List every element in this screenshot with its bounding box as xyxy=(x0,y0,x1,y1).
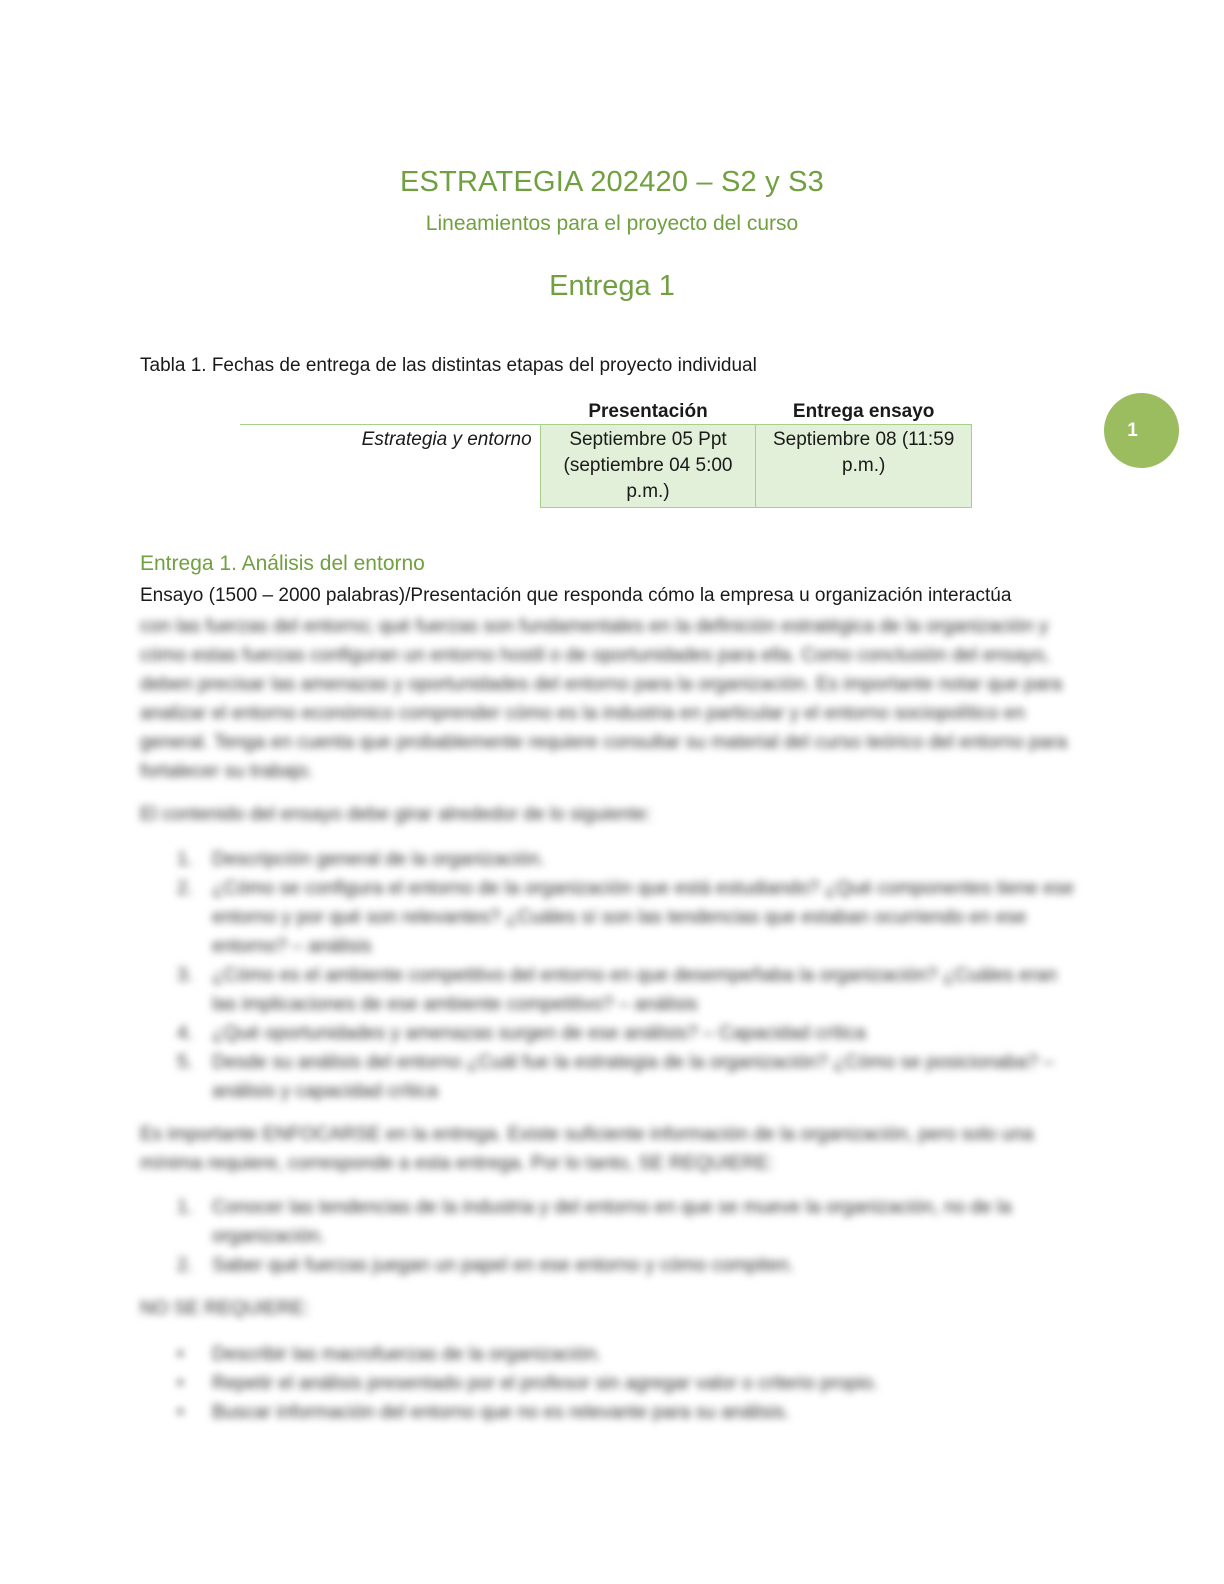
section-heading: Entrega 1. Análisis del entorno xyxy=(140,552,425,575)
row-header-strategy: Estrategia y entorno xyxy=(240,425,540,508)
document-title: ESTRATEGIA 202420 – S2 y S3 xyxy=(400,166,824,198)
list-item: 2. Saber qué fuerzas juegan un papel en ese entorno y cómo compiten. xyxy=(177,1255,794,1276)
list-item: 1. Conocer las tendencias de la industria y del entorno en que se mueve la organización, no de la organización. xyxy=(177,1197,1012,1247)
list-item: 3. ¿Cómo es el ambiente competitivo del entorno en que desempeñaba la organización? ¿Cuáles eran las implicaciones de ese ambiente competitivo? – análisis xyxy=(177,965,1057,1015)
content-requirements-list xyxy=(140,845,1075,1106)
table-caption: Tabla 1. Fechas de entrega de las distintas etapas del proyecto individual xyxy=(140,355,757,376)
document-subtitle: Lineamientos para el proyecto del curso xyxy=(425,212,799,235)
delivery-dates-table xyxy=(240,398,972,508)
section-intro-line: Ensayo (1500 – 2000 palabras)/Presentación que responda cómo la empresa u organización interactúa xyxy=(140,585,1012,606)
cell-presentation-date: Septiembre 05 Ppt (septiembre 04 5:00 p.m.) xyxy=(540,425,756,508)
column-header-presentation: Presentación xyxy=(588,401,708,422)
table-row xyxy=(240,425,972,508)
paragraph-not-required: NO SE REQUIERE: xyxy=(140,1298,309,1319)
list-item: 1. Descripción general de la organización. xyxy=(177,849,545,870)
list-item: • Repetir el análisis presentado por el profesor sin agregar valor o criterio propio. xyxy=(177,1373,879,1394)
paragraph-focus: Es importante ENFOCARSE en la entrega. Existe suficiente información de la organización, pero solo una mínima requiere, corresponde a esta entrega. Por lo tanto, SE REQUIERE: xyxy=(140,1124,1034,1174)
list-item: 4. ¿Qué oportunidades y amenazas surgen de ese análisis? – Capacidad crítica xyxy=(177,1023,866,1044)
delivery-heading: Entrega 1 xyxy=(549,270,675,302)
paragraph-content-intro: El contenido del ensayo debe girar alrededor de lo siguiente: xyxy=(140,804,652,825)
paragraph-context: con las fuerzas del entorno; qué fuerzas son fundamentales en la definición estratégica de la organización y cómo estas fuerzas configuran un entorno hostil o de oportunidades para ella. Como conclusión del ensayo, deben precisar las amenazas y oportunidades del entorno para la organización. Es importante notar que para analizar el entorno económico comprender cómo es la industria en particular y el entorno sociopolítico en general. Tenga en cuenta que probablemente requiere consultar su material del curso teórico del entorno para fortalecer su trabajo. xyxy=(140,616,1068,782)
cell-essay-date: Septiembre 08 (11:59 p.m.) xyxy=(756,425,972,508)
page-number-badge: 1 xyxy=(1104,393,1179,468)
table-corner xyxy=(240,398,540,425)
list-item: • Describir las macrofuerzas de la organización. xyxy=(177,1344,602,1365)
list-item: • Buscar información del entorno que no es relevante para su análisis. xyxy=(177,1402,790,1423)
column-header-essay: Entrega ensayo xyxy=(792,401,935,422)
list-item: 5. Desde su análisis del entorno ¿Cuál fue la estrategia de la organización? ¿Cómo se posicionaba? – análisis y capacidad crítica xyxy=(177,1052,1054,1102)
table-header-row xyxy=(240,398,972,425)
required-list xyxy=(140,1193,1075,1280)
list-item: 2. ¿Cómo se configura el entorno de la organización que está estudiando? ¿Qué componentes tiene ese entorno y por qué son relevantes? ¿Cuáles sí son las tendencias que estaban ocurriendo en ese entorno? – análisis xyxy=(177,878,1074,957)
not-required-list xyxy=(140,1340,1075,1427)
